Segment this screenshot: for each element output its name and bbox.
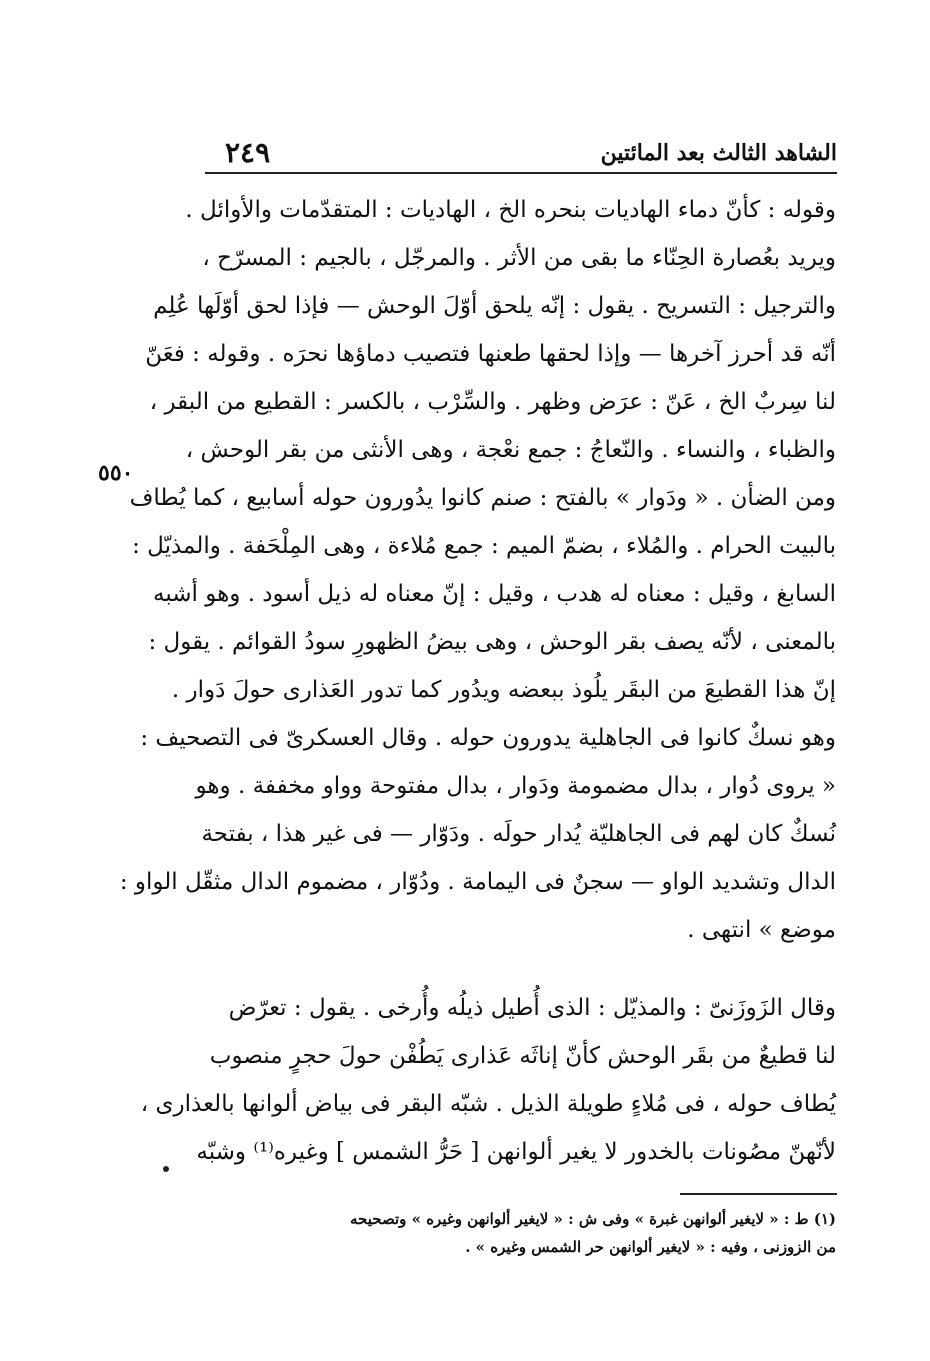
running-header [205,136,837,170]
text-line: وقال الزَوزَنىّ : والمذيّل : الذى أُطيل ذيلُه وأُرخى . يقول : تعرّض [228,995,836,1021]
text-line: الدال وتشديد الواو — سجنٌ فى اليمامة . ودُوّار ، مضموم الدال مثقّل الواو : [119,869,836,895]
footnote-rule [680,1193,837,1195]
text-line: والترجيل : التسريح . يقول : إنّه يلحق أوّلَ الوحش — فإذا لحق أوّلَها عُلِم [153,293,836,319]
paragraph-2 [140,984,836,1176]
paragraph-1 [119,186,836,954]
text-line: ويريد بعُصارة الحِنّاء ما بقى من الأثر . والمرجّل ، بالجيم : المسرّح ، [202,245,836,271]
text-line: والظباء ، والنساء . والنّعاجُ : جمع نعْجة ، وهى الأنثى من بقر الوحش ، [185,437,836,463]
text-line: « يروى دُوار ، بدال مضمومة ودَوار ، بدال مفتوحة وواو مخففة . وهو [195,773,836,799]
text-line: بالمعنى ، لأنّه يصف بقر الوحش ، وهى بيضُ الظهورِ سودُ القوائم . يقول : [148,629,836,655]
text-line: أنّه قد أحرز آخرها — وإذا لحقها طعنها فتصيب دماؤها نحرَه . وقوله : فعَنّ [145,341,836,367]
footnote-line: (١) ط : « لايغير ألوانهن غبرة » وفى ش : « لايغير ألوانهن وغيره » وتصحيحه [350,1210,836,1228]
main-text [119,186,836,1176]
text-line: إنّ هذا القطيعَ من البقَر يلُوذ ببعضه ويدُور كما تدور العَذارى حولَ دَوار . [171,677,836,703]
text-line: ومن الضأن . « ودَوار » بالفتح : صنم كانوا يدُورون حوله أسابيع ، كما يُطاف [129,485,836,511]
text-line: يُطاف حوله ، فى مُلاءٍ طويلة الذيل . شبّه البقر فى بياض ألوانها بالعذارى ، [140,1091,836,1117]
margin-reference-number: ٥٥٠ [98,460,134,486]
page-number: ٢٤٩ [225,136,271,169]
paragraph-spacer [212,954,836,984]
text-line: وقوله : كأنّ دماء الهاديات بنحره الخ ، الهاديات : المتقدّمات والأوائل . [185,197,836,223]
text-line: لنا سِربٌ الخ ، عَنّ : عرَض وظهر . والسِّرْب ، بالكسر : القطيع من البقر ، [149,389,836,415]
text-line: السابغ ، وقيل : معناه له هدب ، وقيل : إنّ معناه له ذيل أسود . وهو أشبه [153,581,836,607]
margin-dot [163,1166,169,1172]
text-line: لأنّهنّ مصُونات بالخدور لا يغير ألوانهن [ حَرُّ الشمس ] وغيره⁽¹⁾ وشبّه [196,1139,836,1165]
header-rule [205,172,837,174]
text-line: نُسكٌ كان لهم فى الجاهليّة يُدار حولَه . ودَوّار — فى غير هذا ، بفتحة [201,821,836,847]
footnote-line: من الزوزنى ، وفيه : « لايغير ألوانهن حر الشمس وغيره » . [465,1238,836,1256]
text-line: لنا قطيعٌ من بقَر الوحش كأنّ إناثَه عَذارى يَطُفْن حولَ حجرٍ منصوب [209,1043,836,1069]
text-line: بالبيت الحرام . والمُلاء ، بضمّ الميم : جمع مُلاءة ، وهى المِلْحَفة . والمذيّل : [132,533,836,559]
running-title: الشاهد الثالث بعد المائتين [600,140,837,166]
footnote [212,1205,836,1261]
text-line: موضع » انتهى . [687,917,836,943]
text-line: وهو نسكٌ كانوا فى الجاهلية يدورون حوله . وقال العسكرىّ فى التصحيف : [140,725,836,751]
